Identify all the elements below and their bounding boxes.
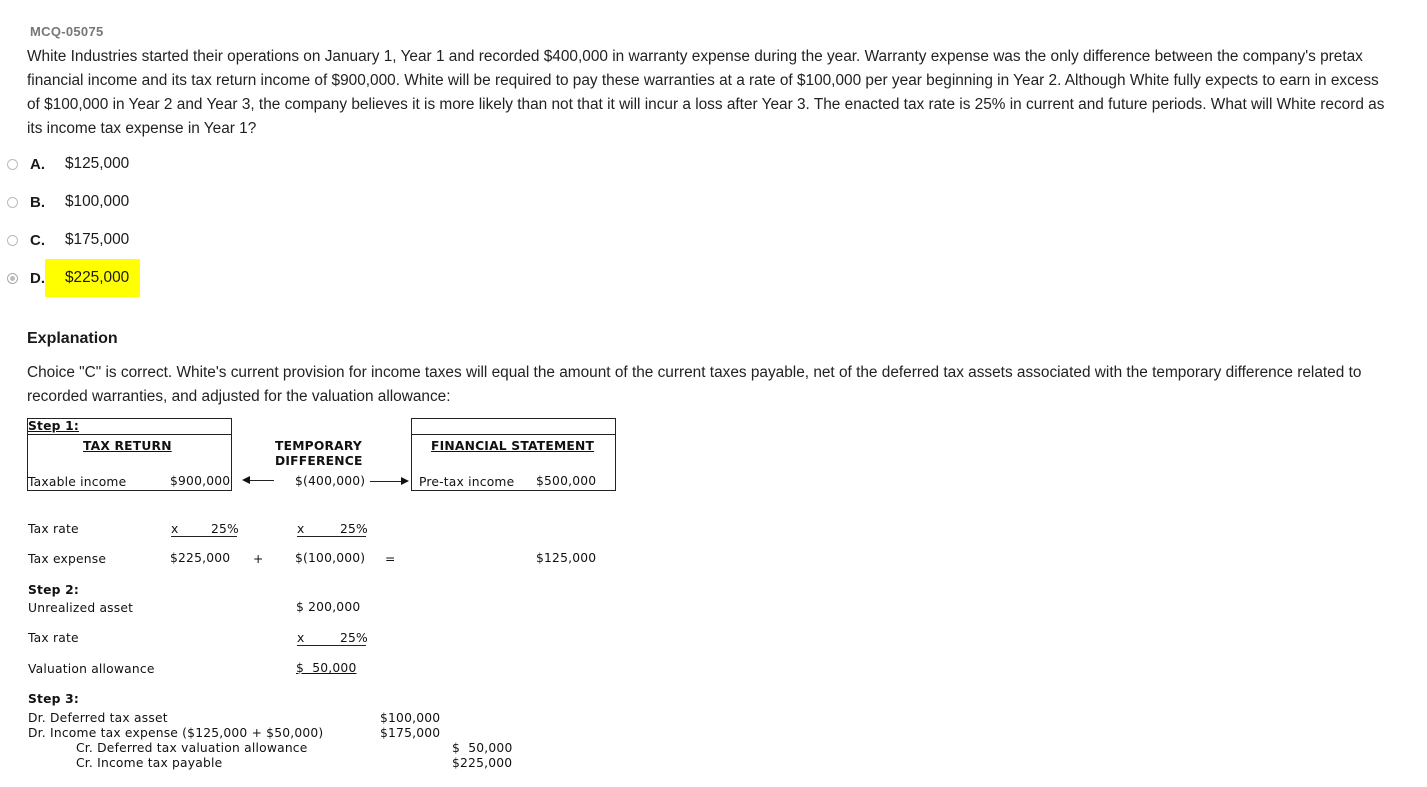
unrealized-asset-label: Unrealized asset (28, 601, 134, 615)
taxable-income-label: Taxable income (28, 475, 127, 489)
unrealized-asset-value: $ 200,000 (296, 600, 361, 614)
pretax-income-value: $500,000 (536, 474, 597, 488)
tax-expense-label: Tax expense (28, 552, 107, 566)
choice-b[interactable] (0, 183, 140, 221)
choice-a[interactable] (0, 145, 140, 183)
fin-stmt-header: FINANCIAL STATEMENT (431, 439, 595, 453)
radio-button-selected[interactable] (7, 273, 18, 284)
journal-account: Cr. Income tax payable (76, 756, 223, 770)
plus-sign: + (253, 552, 264, 566)
financial-statement-box-divider (411, 434, 616, 435)
journal-credit: $ 50,000 (452, 741, 513, 755)
arrow-left-icon (242, 476, 250, 484)
underline (297, 536, 366, 537)
choice-value: $125,000 (65, 155, 130, 172)
tax-expense-td: $(100,000) (295, 551, 366, 565)
step2-tax-rate-value: 25% (340, 631, 368, 645)
question-id: MCQ-05075 (30, 24, 104, 39)
journal-account: Dr. Income tax expense ($125,000 + $50,000) (28, 726, 324, 740)
journal-account: Dr. Deferred tax asset (28, 711, 168, 725)
step2-tax-rate-label: Tax rate (28, 631, 79, 645)
valuation-allowance-value: $ 50,000 (296, 661, 357, 675)
tax-expense-fs: $125,000 (536, 551, 597, 565)
journal-debit: $100,000 (380, 711, 441, 725)
equals-sign: = (385, 552, 396, 566)
temp-diff-header-2: DIFFERENCE (275, 454, 363, 468)
arrow-left-line (250, 480, 274, 481)
underline (297, 645, 366, 646)
x-mark: x (297, 522, 305, 536)
tax-rate-value: 25% (211, 522, 239, 536)
taxable-income-value: $900,000 (170, 474, 231, 488)
temp-diff-value: $(400,000) (295, 474, 366, 488)
explanation-heading: Explanation (27, 330, 118, 347)
journal-credit: $225,000 (452, 756, 513, 770)
valuation-allowance-label: Valuation allowance (28, 662, 155, 676)
choice-letter: D. (30, 269, 45, 287)
choice-letter: C. (30, 231, 45, 249)
tax-return-header: TAX RETURN (83, 439, 172, 453)
choice-value: $100,000 (65, 193, 130, 210)
radio-button[interactable] (7, 197, 18, 208)
explanation-text: Choice "C" is correct. White's current provision for income taxes will equal the amount of the current taxes payable, net of the deferred tax assets associated with the temporary difference related to recorded warranties, and adjusted for the valuation allowance: (27, 364, 1362, 405)
arrow-right-line (370, 481, 402, 482)
choice-letter: A. (30, 155, 45, 173)
step1-label: Step 1: (28, 419, 80, 433)
radio-button[interactable] (7, 235, 18, 246)
choice-value: $175,000 (65, 231, 130, 248)
question-stem: White Industries started their operations on January 1, Year 1 and recorded $400,000 in warranty expense during the year. Warranty expense was the only difference between the company's pretax financial income and its tax return income of $900,000. White will be required to pay these warranties at a rate of $100,000 per year beginning in Year 2. Although White fully expects to earn in excess of $100,000 in Year 2 and Year 3, the company believes it is more likely than not that it will incur a loss after Year 3. The enacted tax rate is 25% in current and future periods. What will White record as its income tax expense in Year 1? (27, 48, 1385, 137)
journal-debit: $175,000 (380, 726, 441, 740)
radio-button[interactable] (7, 159, 18, 170)
choice-letter: B. (30, 193, 45, 211)
tax-expense-tr: $225,000 (170, 551, 231, 565)
tax-rate-label: Tax rate (28, 522, 79, 536)
choice-c[interactable] (0, 221, 140, 259)
choice-d[interactable] (0, 259, 140, 297)
arrow-right-icon (401, 477, 409, 485)
underline (171, 536, 237, 537)
step2-label: Step 2: (28, 583, 80, 597)
choice-value: $225,000 (65, 269, 130, 286)
temp-diff-header-1: TEMPORARY (275, 439, 362, 453)
tax-rate-value: 25% (340, 522, 368, 536)
pretax-income-label: Pre-tax income (419, 475, 515, 489)
journal-account: Cr. Deferred tax valuation allowance (76, 741, 308, 755)
step3-label: Step 3: (28, 692, 80, 706)
x-mark: x (297, 631, 305, 645)
tax-return-box-divider (27, 434, 232, 435)
x-mark: x (171, 522, 179, 536)
